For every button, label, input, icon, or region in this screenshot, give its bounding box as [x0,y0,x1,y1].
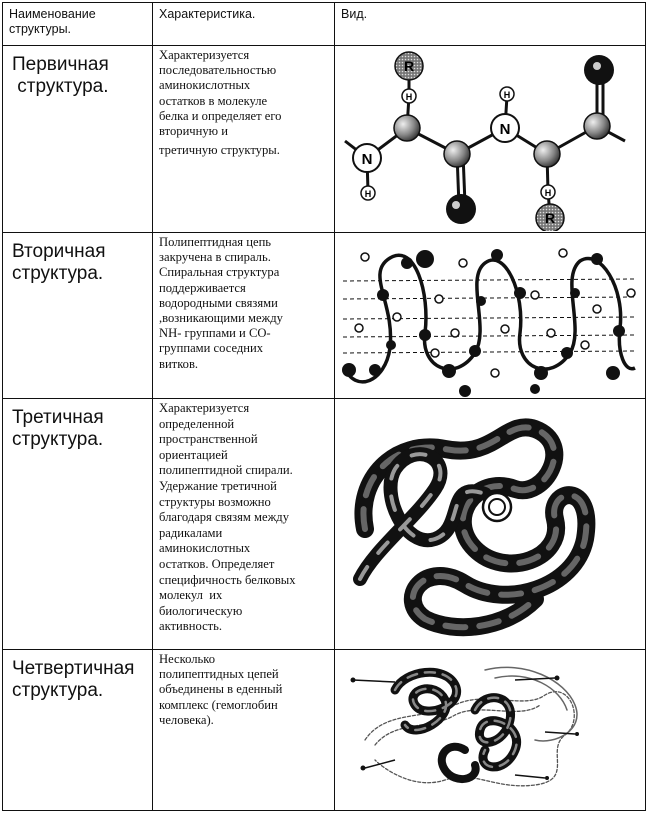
secondary-structure-helix [335,233,643,397]
atom-carbon [444,141,470,167]
atom-carbon [584,113,610,139]
header-characteristic: Характеристика. [159,7,256,21]
quaternary-name-line1: Четвертичная [12,658,135,679]
secondary-desc-line: закручена в спираль. [159,250,271,265]
atom-r-bottom-label: R [544,210,556,226]
quaternary-desc-line: объединены в еденный [159,682,283,697]
header-name-line2: структуры. [9,22,72,36]
atom-oxygen [584,55,614,85]
tertiary-desc-line: Характеризуется [159,401,250,415]
quaternary-structure-complex [335,650,643,809]
atom-n-left-label: N [361,151,373,168]
tertiary-desc-line: биологическую [159,603,243,618]
quaternary-desc-line: комплекс (гемоглобин [159,697,278,712]
quaternary-desc-line: Несколько [159,652,216,666]
atom-h-label: H [364,189,372,199]
atom-h-label: H [544,188,552,198]
header-characteristic-cell [153,3,335,46]
quaternary-desc-cell [153,650,335,811]
primary-name-cell [3,46,153,233]
primary-desc-line: белка и определяет его [159,108,282,123]
tertiary-desc-line: радикалами [159,525,223,540]
row-quaternary [3,650,646,811]
tertiary-desc-line: активность. [159,619,223,634]
primary-desc-line: вторичную и [159,124,228,139]
primary-desc-line: аминокислотных [159,78,251,93]
tertiary-desc-line: остатков. Определяет [159,556,275,571]
primary-desc-line: последовательностью [159,63,277,78]
tertiary-desc-line: Удержание третичной [159,478,277,493]
secondary-desc-line: поддерживается [159,280,246,295]
row-secondary [3,233,646,399]
secondary-name-line2: структура. [12,263,104,284]
secondary-desc-line: группами соседних [159,341,264,356]
tertiary-desc-line: определенной [159,416,235,431]
secondary-desc-line: ,возникающими между [159,311,283,326]
secondary-desc-cell [153,233,335,399]
atom-n-center-label: N [499,121,511,138]
atom-carbon [394,115,420,141]
primary-name-line2: структура. [12,76,109,97]
primary-desc-line: третичную структуры. [159,143,280,158]
header-name-cell [3,3,153,46]
secondary-image-cell [335,233,646,399]
tertiary-desc-cell [153,399,335,650]
secondary-desc-line: водородными связями [159,295,278,310]
atom-oxygen-highlight [452,201,460,209]
tertiary-desc-line: полипептидной спирали. [159,463,293,478]
atom-h-label: H [503,90,511,100]
secondary-desc-line: Спиральная структура [159,265,280,280]
primary-desc-line: Характеризуется [159,48,250,62]
header-view: Вид. [341,7,368,21]
header-view-cell [335,3,646,46]
atom-h-label: H [405,92,413,102]
primary-name-line1: Первичная [12,54,109,75]
quaternary-desc-line: человека). [159,712,214,727]
row-primary [3,46,646,233]
tertiary-structure-tangle [335,399,643,648]
quaternary-desc-line: полипептидных цепей [159,667,279,682]
quaternary-name-line2: структура. [12,680,104,701]
tertiary-name-line1: Третичная [12,407,104,428]
primary-desc-cell [153,46,335,233]
tertiary-desc-line: пространственной [159,432,258,447]
quaternary-name-cell [3,650,153,811]
tertiary-desc-line: молекул их [159,588,223,603]
secondary-desc-line: витков. [159,356,199,371]
secondary-name-line1: Вторичная [12,241,106,262]
quaternary-image-cell [335,650,646,811]
secondary-name-cell [3,233,153,399]
atom-r-top-label: R [403,58,415,74]
tertiary-desc-line: специфичность белковых [159,572,296,587]
primary-image-cell [335,46,646,233]
tertiary-image-cell [335,399,646,650]
header-row [3,3,646,46]
tertiary-name-cell [3,399,153,650]
heme-marker [483,493,511,521]
primary-desc-line: остатков в молекуле [159,93,268,108]
row-tertiary [3,399,646,650]
protein-structure-table [2,2,646,811]
tertiary-desc-line: ориентацией [159,447,228,462]
tertiary-name-line2: структура. [12,429,104,450]
tertiary-desc-line: структуры возможно [159,494,271,509]
atom-oxygen-highlight [593,62,601,70]
header-name-line1: Наименование [9,7,96,21]
atom-oxygen [446,194,476,224]
tertiary-desc-line: аминокислотных [159,541,251,556]
atom-carbon [534,141,560,167]
primary-structure-diagram [335,46,643,231]
tertiary-desc-line: благодаря связям между [159,510,290,525]
secondary-desc-line: NH- группами и CO- [159,326,271,341]
secondary-desc-line: Полипептидная цепь [159,235,272,249]
